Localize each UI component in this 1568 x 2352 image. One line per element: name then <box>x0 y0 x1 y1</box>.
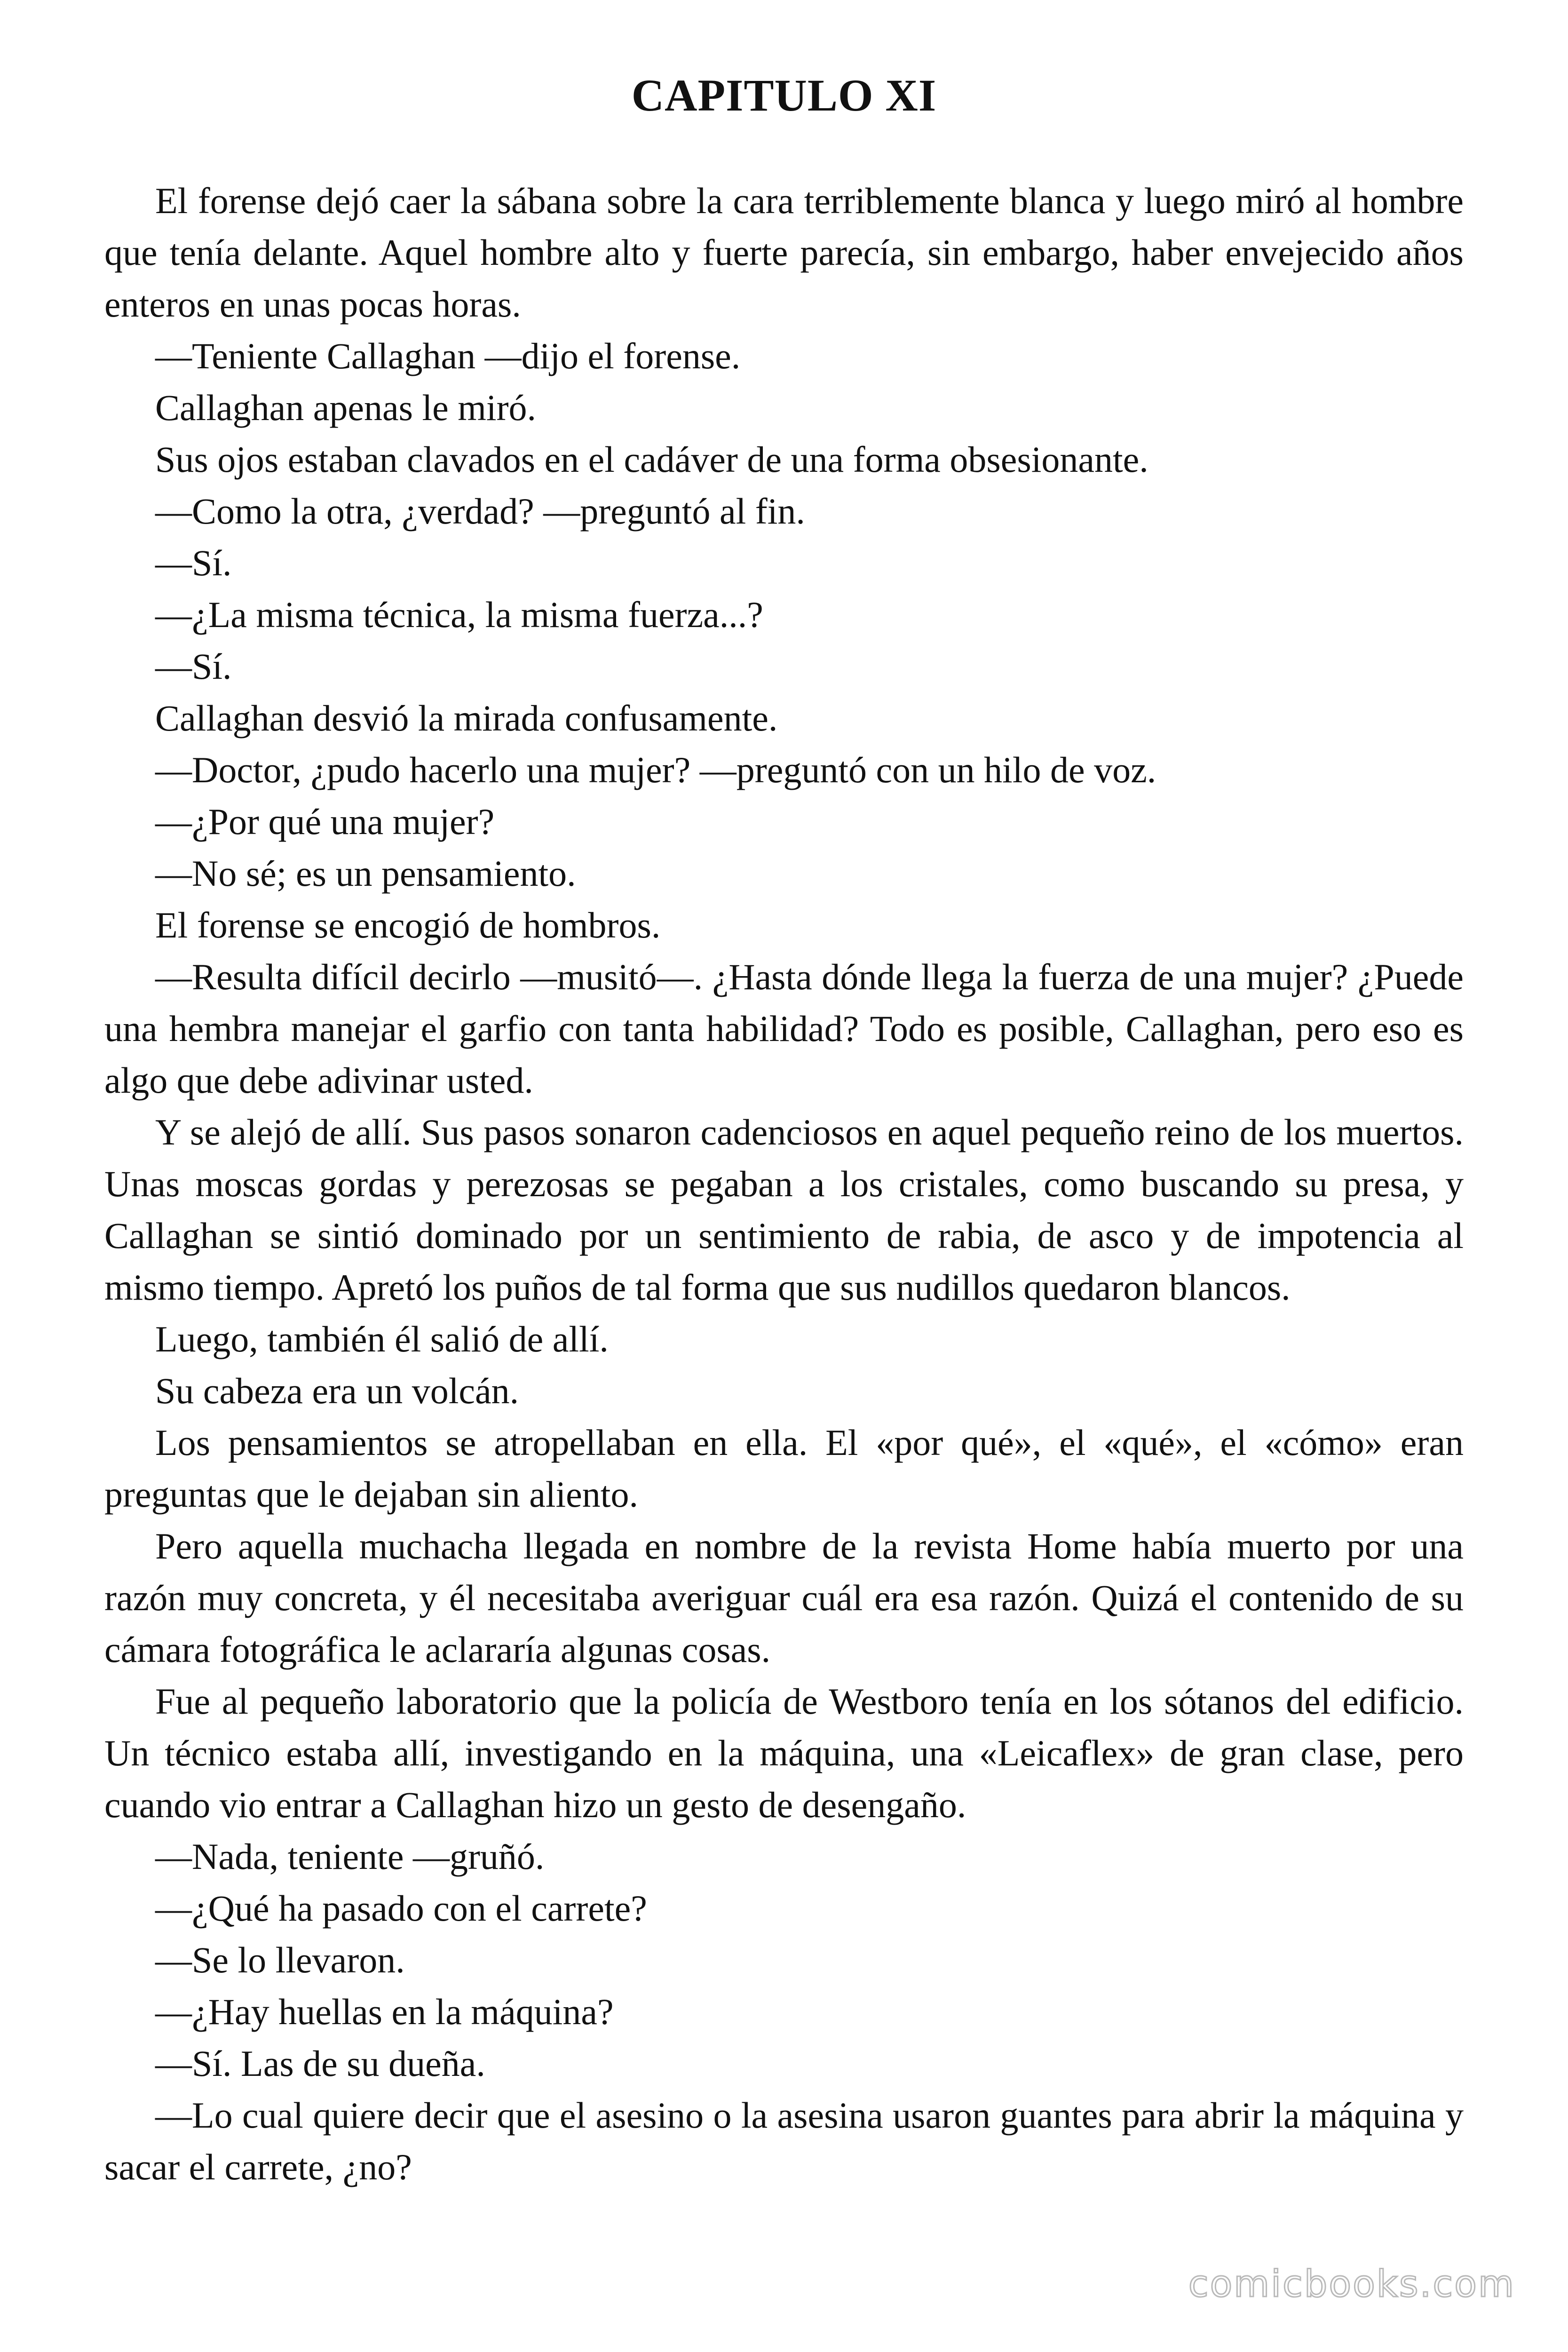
paragraph: —Nada, teniente —gruñó. <box>155 1836 545 1877</box>
paragraph: El forense dejó caer la sábana sobre la cara terriblemente blanca y luego miró al hombre que tenía delante. Aquel hombre alto y fuerte parecía, sin embargo, haber envejecido años enteros en unas pocas horas. <box>104 180 1464 325</box>
paragraph: Y se alejó de allí. Sus pasos sonaron cadenciosos en aquel pequeño reino de los muertos. Unas moscas gordas y perezosas se pegaban a los cristales, como buscando su presa, y Callaghan se sintió dominado por un sentimiento de rabia, de asco y de impotencia al mismo tiempo. Apretó los puños de tal forma que sus nudillos quedaron blancos. <box>104 1112 1464 1308</box>
paragraph: —¿La misma técnica, la misma fuerza...? <box>155 594 763 635</box>
paragraph: —Se lo llevaron. <box>155 1939 405 1980</box>
paragraph: Los pensamientos se atropellaban en ella. El «por qué», el «qué», el «cómo» eran preguntas que le dejaban sin aliento. <box>104 1422 1464 1515</box>
paragraph: Luego, también él salió de allí. <box>155 1319 609 1359</box>
chapter-title: CAPITULO XI <box>631 70 937 120</box>
paragraph: —Sí. <box>155 542 232 583</box>
paragraph: Fue al pequeño laboratorio que la policía de Westboro tenía en los sótanos del edificio. Un técnico estaba allí, investigando en la máquina, una «Leicaflex» de gran clase, pero cuando vio entrar a Callaghan hizo un gesto de desengaño. <box>104 1681 1464 1825</box>
paragraph: —Doctor, ¿pudo hacerlo una mujer? —preguntó con un hilo de voz. <box>155 749 1156 790</box>
paragraph: —Resulta difícil decirlo —musitó—. ¿Hasta dónde llega la fuerza de una mujer? ¿Puede una hembra manejar el garfio con tanta habilidad? Todo es posible, Callaghan, pero eso es algo que debe adivinar usted. <box>104 956 1464 1101</box>
paragraph: —¿Por qué una mujer? <box>155 801 495 842</box>
paragraph: —Teniente Callaghan —dijo el forense. <box>155 335 741 376</box>
watermark: comicbooks.com <box>1188 2263 1515 2305</box>
paragraph: —Sí. Las de su dueña. <box>155 2043 485 2084</box>
paragraph: Su cabeza era un volcán. <box>155 1370 519 1411</box>
paragraph: —Sí. <box>155 646 232 687</box>
paragraph: —¿Qué ha pasado con el carrete? <box>155 1888 647 1929</box>
paragraph: Callaghan desvió la mirada confusamente. <box>155 698 778 739</box>
paragraph: El forense se encogió de hombros. <box>155 905 661 946</box>
paragraph: Sus ojos estaban clavados en el cadáver de una forma obsesionante. <box>155 439 1148 480</box>
paragraph: —No sé; es un pensamiento. <box>155 853 576 894</box>
chapter-body <box>104 175 1464 2193</box>
paragraph: —Como la otra, ¿verdad? —preguntó al fin. <box>155 491 805 532</box>
paragraph: —¿Hay huellas en la máquina? <box>155 1991 614 2032</box>
paragraph: Pero aquella muchacha llegada en nombre de la revista Home había muerto por una razón muy concreta, y él necesitaba averiguar cuál era esa razón. Quizá el contenido de su cámara fotográfica le aclararía algunas cosas. <box>104 1526 1464 1670</box>
paragraph: Callaghan apenas le miró. <box>155 387 537 428</box>
paragraph: —Lo cual quiere decir que el asesino o la asesina usaron guantes para abrir la máquina y sacar el carrete, ¿no? <box>104 2095 1464 2187</box>
